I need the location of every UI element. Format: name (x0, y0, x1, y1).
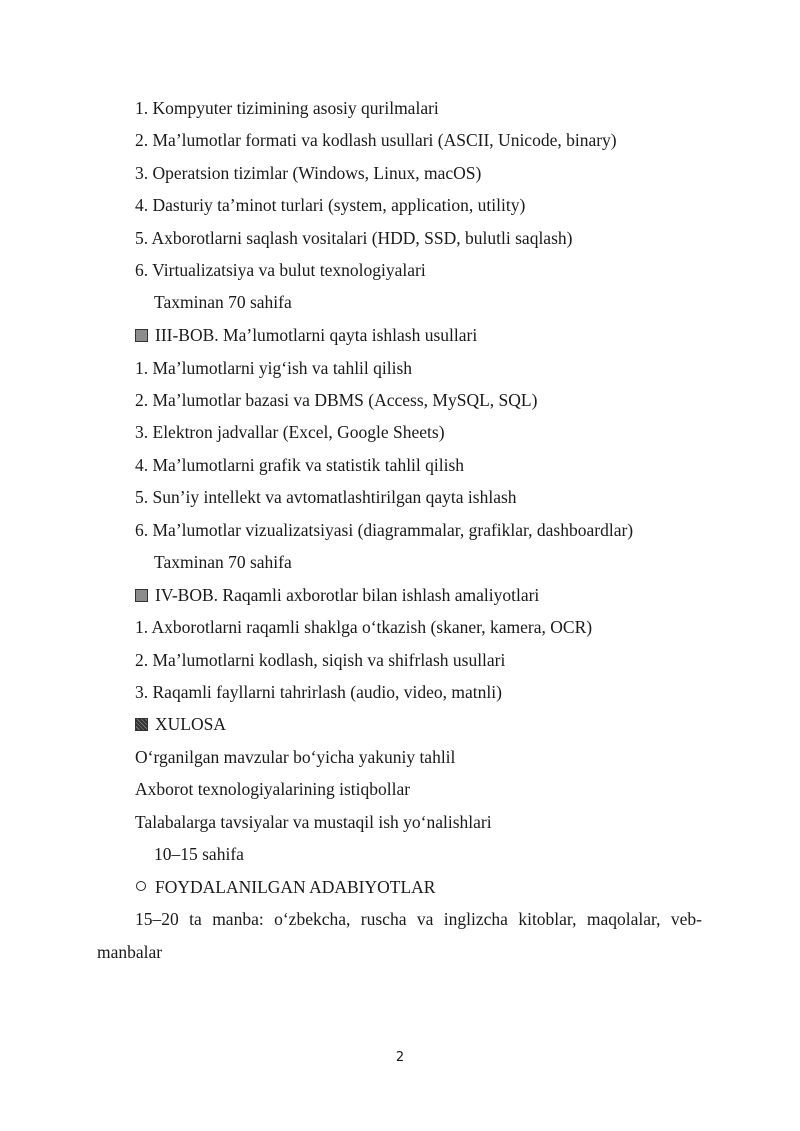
list-item (135, 357, 412, 379)
page-number: 2 (395, 1050, 405, 1065)
conclusion-heading-text: XULOSA (155, 714, 226, 734)
chapter-heading-3 (135, 324, 477, 346)
list-item (135, 162, 481, 184)
list-item (135, 681, 502, 703)
square-gray-icon (135, 589, 148, 602)
list-item-text: 3. Operatsion tizimlar (Windows, Linux, macOS) (135, 163, 482, 183)
list-item (135, 519, 633, 541)
list-item-text: 1. Axborotlarni raqamli shaklga o‘tkazish (skaner, kamera, OCR) (135, 617, 593, 637)
list-item-text: 2. Ma’lumotlarni kodlash, siqish va shifrlash usullari (135, 650, 506, 670)
circle-bullet-icon (136, 881, 146, 891)
list-item (135, 129, 617, 151)
references-heading (135, 876, 435, 898)
conclusion-heading (135, 713, 226, 735)
list-item-text: 5. Axborotlarni saqlash vositalari (HDD, SSD, bulutli saqlash) (135, 228, 573, 248)
list-item (135, 259, 426, 281)
list-item (135, 649, 505, 671)
square-gray-icon (135, 329, 148, 342)
chapter-heading-text: III-BOB. Ma’lumotlarni qayta ishlash usullari (155, 325, 478, 345)
conclusion-item-text: Axborot texnologiyalarining istiqbollar (135, 779, 411, 799)
references-paragraph (97, 903, 702, 969)
list-item (135, 97, 439, 119)
references-paragraph-line: manbalar (97, 942, 163, 962)
conclusion-item (135, 746, 455, 768)
list-item-text: 6. Virtualizatsiya va bulut texnologiyalari (135, 260, 426, 280)
list-item-text: 2. Ma’lumotlar bazasi va DBMS (Access, MySQL, SQL) (135, 390, 538, 410)
chapter-heading-4 (135, 584, 539, 606)
list-item-text: 4. Dasturiy ta’minot turlari (system, application, utility) (135, 195, 526, 215)
references-paragraph-line: 15–20 ta manba: o‘zbekcha, ruscha va inglizcha kitoblar, maqolalar, veb- (135, 909, 702, 929)
list-item-text: 6. Ma’lumotlar vizualizatsiyasi (diagrammalar, grafiklar, dashboardlar) (135, 520, 634, 540)
page-estimate-text: Taxminan 70 sahifa (154, 292, 292, 312)
list-item (135, 227, 572, 249)
chapter-heading-text: IV-BOB. Raqamli axborotlar bilan ishlash amaliyotlari (155, 585, 540, 605)
list-item-text: 5. Sun’iy intellekt va avtomatlashtirilgan qayta ishlash (135, 487, 517, 507)
square-dark-icon (135, 718, 148, 731)
list-item-text: 3. Elektron jadvallar (Excel, Google Sheets) (135, 422, 445, 442)
page-estimate (154, 843, 244, 865)
list-item (135, 454, 464, 476)
conclusion-item-text: O‘rganilgan mavzular bo‘yicha yakuniy tahlil (135, 747, 456, 767)
list-item-text: 4. Ma’lumotlarni grafik va statistik tahlil qilish (135, 455, 465, 475)
list-item-text: 2. Ma’lumotlar formati va kodlash usullari (ASCII, Unicode, binary) (135, 130, 617, 150)
list-item (135, 389, 537, 411)
page-estimate (154, 291, 292, 313)
list-item-text: 1. Kompyuter tizimining asosiy qurilmalari (135, 98, 439, 118)
conclusion-item (135, 778, 410, 800)
page-estimate-text: 10–15 sahifa (154, 844, 244, 864)
page-estimate (154, 551, 292, 573)
conclusion-item-text: Talabalarga tavsiyalar va mustaqil ish yo‘nalishlari (135, 812, 492, 832)
page-estimate-text: Taxminan 70 sahifa (154, 552, 292, 572)
list-item-text: 3. Raqamli fayllarni tahrirlash (audio, video, matnli) (135, 682, 502, 702)
references-heading-text: FOYDALANILGAN ADABIYOTLAR (155, 877, 436, 897)
list-item-text: 1. Ma’lumotlarni yig‘ish va tahlil qilish (135, 358, 413, 378)
conclusion-item (135, 811, 492, 833)
list-item (135, 486, 517, 508)
list-item (135, 616, 592, 638)
list-item (135, 421, 445, 443)
list-item (135, 194, 525, 216)
